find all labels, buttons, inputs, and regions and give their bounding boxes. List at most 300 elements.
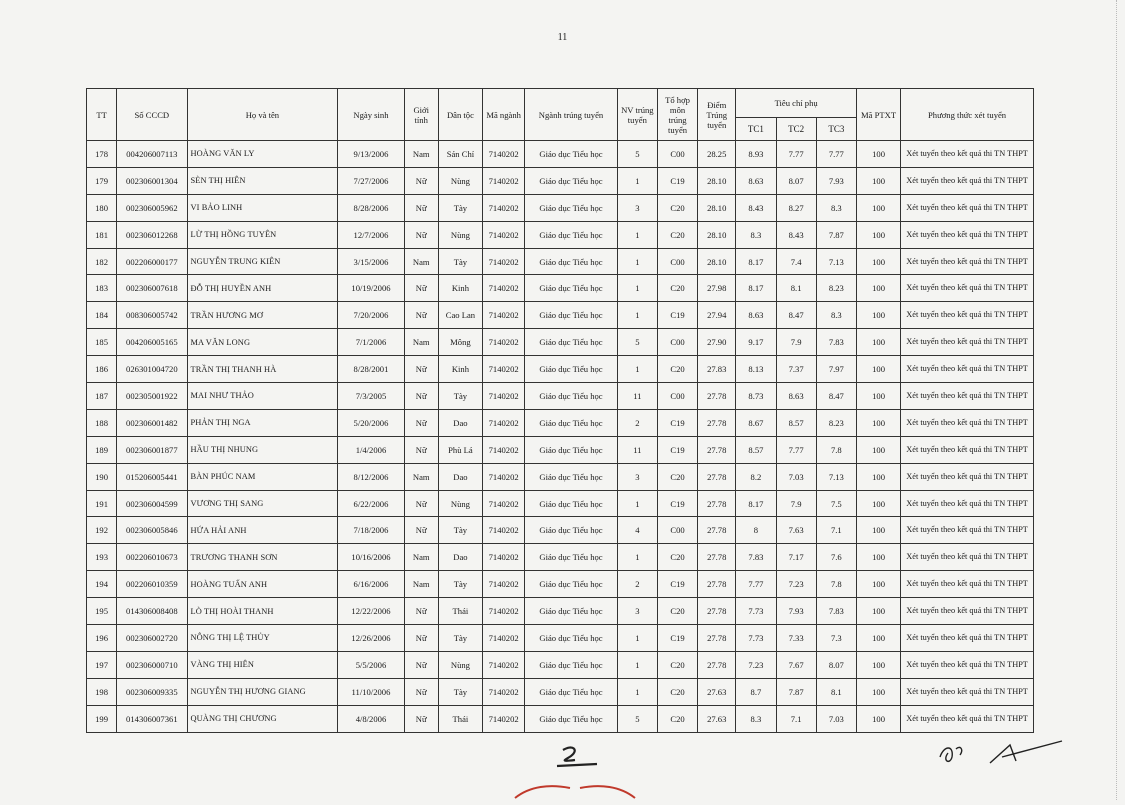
cell-tc3: 8.23 bbox=[816, 409, 856, 436]
table-row bbox=[87, 571, 1034, 598]
cell-tt: 191 bbox=[87, 490, 117, 517]
cell-method: Xét tuyển theo kết quả thi TN THPT bbox=[901, 678, 1034, 705]
cell-cccd: 002206010673 bbox=[117, 544, 187, 571]
cell-cccd: 026301004720 bbox=[117, 356, 187, 383]
cell-tc3: 7.6 bbox=[816, 544, 856, 571]
header-criteria: Tiêu chí phụ bbox=[736, 89, 857, 118]
cell-dob: 7/18/2006 bbox=[338, 517, 404, 544]
cell-nv: 2 bbox=[617, 571, 657, 598]
cell-tc2: 8.1 bbox=[776, 275, 816, 302]
table-row bbox=[87, 275, 1034, 302]
cell-gender: Nữ bbox=[404, 490, 438, 517]
cell-ethnic: Mông bbox=[438, 329, 482, 356]
header-ptxt: Mã PTXT bbox=[856, 89, 900, 141]
cell-score: 27.78 bbox=[698, 383, 736, 410]
cell-tc3: 7.93 bbox=[816, 167, 856, 194]
cell-combo: C20 bbox=[657, 194, 697, 221]
cell-tc2: 7.77 bbox=[776, 436, 816, 463]
cell-method: Xét tuyển theo kết quả thi TN THPT bbox=[901, 302, 1034, 329]
cell-tc2: 7.9 bbox=[776, 490, 816, 517]
cell-tc3: 7.13 bbox=[816, 463, 856, 490]
cell-tc1: 7.73 bbox=[736, 625, 776, 652]
header-nv: NV trúng tuyển bbox=[617, 89, 657, 141]
cell-score: 28.25 bbox=[698, 141, 736, 168]
cell-ethnic: Sán Chỉ bbox=[438, 141, 482, 168]
cell-score: 27.78 bbox=[698, 517, 736, 544]
cell-gender: Nữ bbox=[404, 383, 438, 410]
cell-dob: 5/20/2006 bbox=[338, 409, 404, 436]
cell-name: MAI NHƯ THẢO bbox=[187, 383, 338, 410]
cell-name: NGUYỄN TRUNG KIÊN bbox=[187, 248, 338, 275]
cell-gender: Nữ bbox=[404, 302, 438, 329]
cell-tt: 194 bbox=[87, 571, 117, 598]
cell-tc3: 8.23 bbox=[816, 275, 856, 302]
cell-tc1: 8.43 bbox=[736, 194, 776, 221]
cell-cccd: 002306007618 bbox=[117, 275, 187, 302]
cell-combo: C00 bbox=[657, 517, 697, 544]
cell-nv: 3 bbox=[617, 598, 657, 625]
cell-nv: 11 bbox=[617, 436, 657, 463]
cell-gender: Nữ bbox=[404, 517, 438, 544]
cell-major-code: 7140202 bbox=[483, 409, 525, 436]
cell-tt: 181 bbox=[87, 221, 117, 248]
cell-dob: 7/1/2006 bbox=[338, 329, 404, 356]
cell-ethnic: Tày bbox=[438, 248, 482, 275]
page-number: 11 bbox=[557, 32, 568, 43]
cell-combo: C20 bbox=[657, 598, 697, 625]
cell-major-code: 7140202 bbox=[483, 517, 525, 544]
header-method: Phương thức xét tuyển bbox=[901, 89, 1034, 141]
cell-tc3: 7.83 bbox=[816, 329, 856, 356]
cell-gender: Nữ bbox=[404, 625, 438, 652]
table-row bbox=[87, 490, 1034, 517]
cell-major: Giáo dục Tiểu học bbox=[525, 705, 617, 732]
cell-tt: 195 bbox=[87, 598, 117, 625]
cell-tc3: 8.1 bbox=[816, 678, 856, 705]
cell-cccd: 002306005846 bbox=[117, 517, 187, 544]
cell-tt: 178 bbox=[87, 141, 117, 168]
cell-tt: 190 bbox=[87, 463, 117, 490]
cell-tc1: 8.7 bbox=[736, 678, 776, 705]
cell-score: 27.78 bbox=[698, 409, 736, 436]
cell-major: Giáo dục Tiểu học bbox=[525, 571, 617, 598]
cell-dob: 7/3/2005 bbox=[338, 383, 404, 410]
cell-ptxt: 100 bbox=[856, 463, 900, 490]
cell-tc2: 8.63 bbox=[776, 383, 816, 410]
cell-tt: 193 bbox=[87, 544, 117, 571]
cell-combo: C20 bbox=[657, 651, 697, 678]
cell-tc1: 8.3 bbox=[736, 221, 776, 248]
cell-nv: 1 bbox=[617, 651, 657, 678]
cell-tc3: 8.07 bbox=[816, 651, 856, 678]
cell-nv: 11 bbox=[617, 383, 657, 410]
table-row bbox=[87, 221, 1034, 248]
cell-score: 28.10 bbox=[698, 194, 736, 221]
cell-combo: C20 bbox=[657, 356, 697, 383]
cell-ethnic: Tày bbox=[438, 194, 482, 221]
cell-combo: C00 bbox=[657, 329, 697, 356]
cell-tc3: 7.8 bbox=[816, 571, 856, 598]
cell-tt: 189 bbox=[87, 436, 117, 463]
cell-score: 27.63 bbox=[698, 678, 736, 705]
header-dob: Ngày sinh bbox=[338, 89, 404, 141]
cell-tc1: 8.67 bbox=[736, 409, 776, 436]
cell-name: VI BẢO LINH bbox=[187, 194, 338, 221]
cell-dob: 12/22/2006 bbox=[338, 598, 404, 625]
cell-combo: C19 bbox=[657, 302, 697, 329]
admission-table-wrapper bbox=[86, 88, 1034, 733]
cell-method: Xét tuyển theo kết quả thi TN THPT bbox=[901, 544, 1034, 571]
cell-name: TRƯƠNG THANH SƠN bbox=[187, 544, 338, 571]
cell-nv: 1 bbox=[617, 275, 657, 302]
cell-tc2: 7.23 bbox=[776, 571, 816, 598]
cell-dob: 8/12/2006 bbox=[338, 463, 404, 490]
cell-major-code: 7140202 bbox=[483, 571, 525, 598]
cell-ptxt: 100 bbox=[856, 625, 900, 652]
cell-ptxt: 100 bbox=[856, 141, 900, 168]
cell-cccd: 008306005742 bbox=[117, 302, 187, 329]
cell-ethnic: Tày bbox=[438, 383, 482, 410]
cell-name: TRẦN HƯƠNG MƠ bbox=[187, 302, 338, 329]
cell-tc2: 8.27 bbox=[776, 194, 816, 221]
cell-name: LỪ THỊ HỒNG TUYÊN bbox=[187, 221, 338, 248]
cell-combo: C20 bbox=[657, 705, 697, 732]
cell-cccd: 002206000177 bbox=[117, 248, 187, 275]
cell-tc1: 8.13 bbox=[736, 356, 776, 383]
cell-method: Xét tuyển theo kết quả thi TN THPT bbox=[901, 409, 1034, 436]
cell-name: NGUYỄN THỊ HƯƠNG GIANG bbox=[187, 678, 338, 705]
cell-major-code: 7140202 bbox=[483, 625, 525, 652]
cell-ethnic: Tày bbox=[438, 625, 482, 652]
table-header bbox=[87, 89, 1034, 141]
header-ethnic: Dân tộc bbox=[438, 89, 482, 141]
cell-method: Xét tuyển theo kết quả thi TN THPT bbox=[901, 463, 1034, 490]
cell-major-code: 7140202 bbox=[483, 248, 525, 275]
cell-dob: 9/13/2006 bbox=[338, 141, 404, 168]
cell-name: VÀNG THỊ HIÊN bbox=[187, 651, 338, 678]
table-row bbox=[87, 383, 1034, 410]
cell-cccd: 002306001877 bbox=[117, 436, 187, 463]
cell-nv: 5 bbox=[617, 141, 657, 168]
cell-nv: 1 bbox=[617, 302, 657, 329]
cell-score: 27.78 bbox=[698, 598, 736, 625]
cell-tc3: 7.3 bbox=[816, 625, 856, 652]
cell-gender: Nữ bbox=[404, 598, 438, 625]
table-row bbox=[87, 625, 1034, 652]
cell-tc2: 7.63 bbox=[776, 517, 816, 544]
cell-ethnic: Nùng bbox=[438, 490, 482, 517]
cell-tt: 184 bbox=[87, 302, 117, 329]
cell-tc1: 7.77 bbox=[736, 571, 776, 598]
cell-dob: 10/16/2006 bbox=[338, 544, 404, 571]
cell-dob: 8/28/2006 bbox=[338, 194, 404, 221]
cell-dob: 12/7/2006 bbox=[338, 221, 404, 248]
cell-nv: 1 bbox=[617, 248, 657, 275]
cell-nv: 3 bbox=[617, 194, 657, 221]
cell-name: QUÀNG THỊ CHƯƠNG bbox=[187, 705, 338, 732]
cell-nv: 1 bbox=[617, 625, 657, 652]
cell-tc3: 8.47 bbox=[816, 383, 856, 410]
cell-tc1: 8.93 bbox=[736, 141, 776, 168]
cell-gender: Nam bbox=[404, 141, 438, 168]
cell-combo: C19 bbox=[657, 571, 697, 598]
cell-tt: 196 bbox=[87, 625, 117, 652]
cell-ptxt: 100 bbox=[856, 490, 900, 517]
cell-major-code: 7140202 bbox=[483, 678, 525, 705]
cell-cccd: 002306005962 bbox=[117, 194, 187, 221]
table-row bbox=[87, 141, 1034, 168]
cell-tc3: 7.87 bbox=[816, 221, 856, 248]
table-row bbox=[87, 544, 1034, 571]
cell-name: HỨA HẢI ANH bbox=[187, 517, 338, 544]
cell-tt: 186 bbox=[87, 356, 117, 383]
red-stamp-fragment bbox=[510, 782, 640, 800]
table-row bbox=[87, 248, 1034, 275]
cell-ptxt: 100 bbox=[856, 194, 900, 221]
cell-major-code: 7140202 bbox=[483, 598, 525, 625]
cell-score: 27.83 bbox=[698, 356, 736, 383]
cell-major: Giáo dục Tiểu học bbox=[525, 221, 617, 248]
cell-ptxt: 100 bbox=[856, 383, 900, 410]
cell-ptxt: 100 bbox=[856, 705, 900, 732]
table-row bbox=[87, 329, 1034, 356]
cell-combo: C19 bbox=[657, 409, 697, 436]
cell-ethnic: Cao Lan bbox=[438, 302, 482, 329]
cell-method: Xét tuyển theo kết quả thi TN THPT bbox=[901, 141, 1034, 168]
cell-tc2: 7.87 bbox=[776, 678, 816, 705]
cell-tc1: 9.17 bbox=[736, 329, 776, 356]
cell-ethnic: Dao bbox=[438, 544, 482, 571]
cell-gender: Nam bbox=[404, 571, 438, 598]
cell-tt: 198 bbox=[87, 678, 117, 705]
cell-score: 28.10 bbox=[698, 221, 736, 248]
cell-tc3: 8.3 bbox=[816, 194, 856, 221]
cell-method: Xét tuyển theo kết quả thi TN THPT bbox=[901, 436, 1034, 463]
cell-combo: C00 bbox=[657, 141, 697, 168]
cell-method: Xét tuyển theo kết quả thi TN THPT bbox=[901, 356, 1034, 383]
cell-major: Giáo dục Tiểu học bbox=[525, 598, 617, 625]
cell-tc2: 7.4 bbox=[776, 248, 816, 275]
cell-score: 27.78 bbox=[698, 571, 736, 598]
cell-ethnic: Thái bbox=[438, 705, 482, 732]
cell-major-code: 7140202 bbox=[483, 302, 525, 329]
cell-nv: 1 bbox=[617, 221, 657, 248]
cell-method: Xét tuyển theo kết quả thi TN THPT bbox=[901, 490, 1034, 517]
cell-name: SÈN THỊ HIÊN bbox=[187, 167, 338, 194]
cell-score: 27.78 bbox=[698, 544, 736, 571]
cell-gender: Nữ bbox=[404, 678, 438, 705]
cell-score: 27.63 bbox=[698, 705, 736, 732]
cell-score: 27.90 bbox=[698, 329, 736, 356]
header-cccd: Số CCCD bbox=[117, 89, 187, 141]
cell-major: Giáo dục Tiểu học bbox=[525, 517, 617, 544]
cell-ethnic: Kinh bbox=[438, 275, 482, 302]
cell-cccd: 002306004599 bbox=[117, 490, 187, 517]
cell-major-code: 7140202 bbox=[483, 651, 525, 678]
cell-tc2: 7.03 bbox=[776, 463, 816, 490]
cell-method: Xét tuyển theo kết quả thi TN THPT bbox=[901, 275, 1034, 302]
cell-tc2: 7.67 bbox=[776, 651, 816, 678]
cell-tt: 182 bbox=[87, 248, 117, 275]
cell-gender: Nam bbox=[404, 463, 438, 490]
cell-combo: C19 bbox=[657, 625, 697, 652]
header-major: Ngành trúng tuyển bbox=[525, 89, 617, 141]
cell-ethnic: Nùng bbox=[438, 167, 482, 194]
cell-major: Giáo dục Tiểu học bbox=[525, 544, 617, 571]
cell-tt: 180 bbox=[87, 194, 117, 221]
cell-combo: C00 bbox=[657, 383, 697, 410]
cell-ptxt: 100 bbox=[856, 517, 900, 544]
cell-major: Giáo dục Tiểu học bbox=[525, 651, 617, 678]
cell-tc2: 7.93 bbox=[776, 598, 816, 625]
cell-nv: 2 bbox=[617, 409, 657, 436]
cell-nv: 1 bbox=[617, 167, 657, 194]
cell-gender: Nam bbox=[404, 329, 438, 356]
cell-method: Xét tuyển theo kết quả thi TN THPT bbox=[901, 705, 1034, 732]
cell-cccd: 002306000710 bbox=[117, 651, 187, 678]
cell-tt: 185 bbox=[87, 329, 117, 356]
cell-tc2: 8.43 bbox=[776, 221, 816, 248]
cell-name: TRẦN THỊ THANH HÀ bbox=[187, 356, 338, 383]
cell-method: Xét tuyển theo kết quả thi TN THPT bbox=[901, 221, 1034, 248]
cell-combo: C19 bbox=[657, 167, 697, 194]
cell-major-code: 7140202 bbox=[483, 383, 525, 410]
cell-ethnic: Dao bbox=[438, 463, 482, 490]
cell-ptxt: 100 bbox=[856, 651, 900, 678]
cell-tc1: 8 bbox=[736, 517, 776, 544]
cell-tc3: 7.5 bbox=[816, 490, 856, 517]
cell-score: 28.10 bbox=[698, 167, 736, 194]
cell-ethnic: Tày bbox=[438, 517, 482, 544]
cell-name: LÒ THỊ HOÀI THANH bbox=[187, 598, 338, 625]
cell-major: Giáo dục Tiểu học bbox=[525, 383, 617, 410]
cell-tt: 188 bbox=[87, 409, 117, 436]
cell-cccd: 004206005165 bbox=[117, 329, 187, 356]
cell-dob: 8/28/2001 bbox=[338, 356, 404, 383]
cell-method: Xét tuyển theo kết quả thi TN THPT bbox=[901, 571, 1034, 598]
cell-gender: Nữ bbox=[404, 705, 438, 732]
cell-combo: C20 bbox=[657, 678, 697, 705]
cell-tc2: 7.77 bbox=[776, 141, 816, 168]
cell-nv: 3 bbox=[617, 463, 657, 490]
cell-tc3: 7.97 bbox=[816, 356, 856, 383]
cell-cccd: 002306002720 bbox=[117, 625, 187, 652]
cell-tt: 187 bbox=[87, 383, 117, 410]
cell-combo: C19 bbox=[657, 490, 697, 517]
cell-major: Giáo dục Tiểu học bbox=[525, 678, 617, 705]
cell-major-code: 7140202 bbox=[483, 329, 525, 356]
cell-major: Giáo dục Tiểu học bbox=[525, 409, 617, 436]
cell-gender: Nữ bbox=[404, 356, 438, 383]
cell-ptxt: 100 bbox=[856, 356, 900, 383]
cell-combo: C00 bbox=[657, 248, 697, 275]
cell-ptxt: 100 bbox=[856, 571, 900, 598]
cell-tc1: 8.2 bbox=[736, 463, 776, 490]
cell-ptxt: 100 bbox=[856, 302, 900, 329]
header-tt: TT bbox=[87, 89, 117, 141]
cell-tc3: 8.3 bbox=[816, 302, 856, 329]
signature-right bbox=[930, 735, 1070, 775]
cell-dob: 5/5/2006 bbox=[338, 651, 404, 678]
cell-tc1: 8.57 bbox=[736, 436, 776, 463]
cell-tc1: 8.63 bbox=[736, 302, 776, 329]
cell-combo: C20 bbox=[657, 221, 697, 248]
cell-dob: 10/19/2006 bbox=[338, 275, 404, 302]
cell-ptxt: 100 bbox=[856, 409, 900, 436]
cell-method: Xét tuyển theo kết quả thi TN THPT bbox=[901, 517, 1034, 544]
cell-ptxt: 100 bbox=[856, 221, 900, 248]
admission-table bbox=[86, 88, 1034, 733]
cell-tc3: 7.13 bbox=[816, 248, 856, 275]
cell-nv: 1 bbox=[617, 356, 657, 383]
cell-major-code: 7140202 bbox=[483, 141, 525, 168]
cell-score: 27.78 bbox=[698, 463, 736, 490]
cell-method: Xét tuyển theo kết quả thi TN THPT bbox=[901, 248, 1034, 275]
cell-name: NÔNG THỊ LỆ THỦY bbox=[187, 625, 338, 652]
cell-ethnic: Thái bbox=[438, 598, 482, 625]
cell-nv: 1 bbox=[617, 490, 657, 517]
cell-tc3: 7.1 bbox=[816, 517, 856, 544]
cell-ptxt: 100 bbox=[856, 329, 900, 356]
cell-tt: 192 bbox=[87, 517, 117, 544]
cell-dob: 1/4/2006 bbox=[338, 436, 404, 463]
cell-score: 27.78 bbox=[698, 436, 736, 463]
cell-major-code: 7140202 bbox=[483, 167, 525, 194]
cell-score: 27.94 bbox=[698, 302, 736, 329]
cell-name: VƯƠNG THỊ SANG bbox=[187, 490, 338, 517]
cell-gender: Nữ bbox=[404, 436, 438, 463]
cell-cccd: 014306007361 bbox=[117, 705, 187, 732]
table-row bbox=[87, 598, 1034, 625]
cell-method: Xét tuyển theo kết quả thi TN THPT bbox=[901, 383, 1034, 410]
table-row bbox=[87, 194, 1034, 221]
cell-score: 27.78 bbox=[698, 490, 736, 517]
cell-name: BÀN PHÚC NAM bbox=[187, 463, 338, 490]
cell-combo: C20 bbox=[657, 275, 697, 302]
cell-gender: Nam bbox=[404, 248, 438, 275]
header-name: Họ và tên bbox=[187, 89, 338, 141]
cell-ethnic: Tày bbox=[438, 571, 482, 598]
cell-nv: 1 bbox=[617, 544, 657, 571]
cell-gender: Nữ bbox=[404, 167, 438, 194]
cell-combo: C20 bbox=[657, 463, 697, 490]
cell-cccd: 002305001922 bbox=[117, 383, 187, 410]
cell-tc1: 8.63 bbox=[736, 167, 776, 194]
cell-dob: 6/16/2006 bbox=[338, 571, 404, 598]
cell-major-code: 7140202 bbox=[483, 194, 525, 221]
cell-ethnic: Nùng bbox=[438, 221, 482, 248]
cell-tt: 179 bbox=[87, 167, 117, 194]
cell-tc3: 7.03 bbox=[816, 705, 856, 732]
cell-gender: Nữ bbox=[404, 194, 438, 221]
cell-major-code: 7140202 bbox=[483, 436, 525, 463]
cell-dob: 6/22/2006 bbox=[338, 490, 404, 517]
cell-ptxt: 100 bbox=[856, 598, 900, 625]
cell-cccd: 002306009335 bbox=[117, 678, 187, 705]
cell-tc1: 8.3 bbox=[736, 705, 776, 732]
cell-ethnic: Kinh bbox=[438, 356, 482, 383]
header-tc2: TC2 bbox=[776, 118, 816, 141]
cell-method: Xét tuyển theo kết quả thi TN THPT bbox=[901, 651, 1034, 678]
cell-gender: Nữ bbox=[404, 409, 438, 436]
cell-name: ĐỖ THỊ HUYỀN ANH bbox=[187, 275, 338, 302]
cell-gender: Nữ bbox=[404, 221, 438, 248]
cell-method: Xét tuyển theo kết quả thi TN THPT bbox=[901, 194, 1034, 221]
cell-cccd: 014306008408 bbox=[117, 598, 187, 625]
cell-tc2: 7.9 bbox=[776, 329, 816, 356]
cell-major-code: 7140202 bbox=[483, 705, 525, 732]
cell-nv: 4 bbox=[617, 517, 657, 544]
